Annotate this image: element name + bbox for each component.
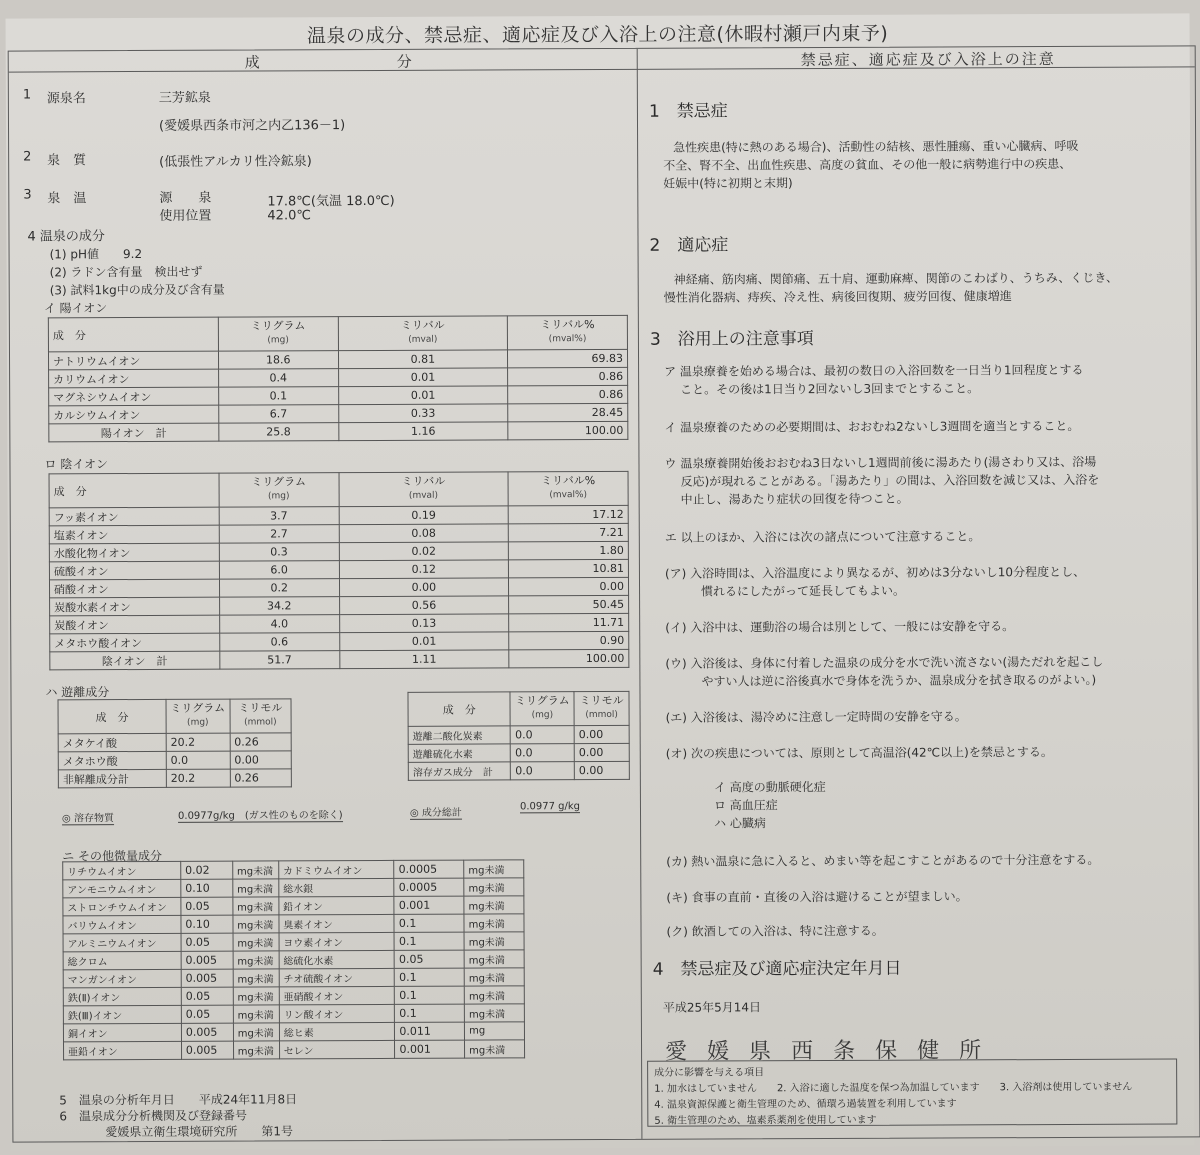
note-u-line-2: 反応)が現れることがある。「湯あたり」の間は、入浴回数を減じ又は、入浴を bbox=[680, 472, 1100, 489]
temp-use-value: 42.0℃ bbox=[267, 208, 311, 224]
table-row: アルミニウムイオン 0.05 mg未満 ヨウ素イオン 0.1 mg未満 bbox=[63, 932, 524, 952]
table-row: 塩素イオン 2.7 0.08 7.21 bbox=[49, 523, 628, 544]
note-e1-line-2: 慣れるにしたがって延長してもよい。 bbox=[701, 583, 906, 599]
col-mval: ミリバル bbox=[400, 318, 445, 332]
note-i: イ 温泉療養のための必要期間は、おおむね2ないし3週間を適当とすること。 bbox=[664, 418, 1080, 435]
note-e6: (カ) 熱い温泉に急に入ると、めまい等を起こすことがあるので十分注意をする。 bbox=[666, 852, 1100, 869]
table-row: 亜鉛イオン 0.005 mg未満 セレン 0.001 mg未満 bbox=[64, 1040, 525, 1060]
table-row: 鉄(Ⅲ)イオン 0.05 mg未満 リン酸イオン 0.1 mg未満 bbox=[63, 1004, 524, 1024]
table-row: 鉄(Ⅱ)イオン 0.05 mg未満 亜硝酸イオン 0.1 mg未満 bbox=[63, 986, 524, 1006]
minor-components-table bbox=[62, 859, 525, 1060]
table-row: リチウムイオン 0.02 mg未満 カドミウムイオン 0.0005 mg未満 bbox=[63, 860, 524, 880]
note-e4: (エ) 入浴後は、湯冷めに注意し一定時間の安静を守る。 bbox=[665, 709, 967, 725]
table-row: 硝酸イオン 0.2 0.00 0.00 bbox=[49, 577, 628, 598]
table-row: 硫酸イオン 6.0 0.12 10.81 bbox=[49, 559, 628, 580]
item-3-number: 3 bbox=[23, 187, 32, 203]
table-row: メタケイ酸 20.2 0.26 bbox=[58, 733, 291, 752]
table-row: ストロンチウムイオン 0.05 mg未満 鉛イオン 0.001 mg未満 bbox=[63, 896, 524, 916]
dissolved-matter-label: ◎ 溶存物質 bbox=[62, 809, 114, 825]
col-mval-pct: ミリバル% bbox=[540, 318, 595, 332]
table-row: マンガンイオン 0.005 mg未満 チオ硫酸イオン 0.1 mg未満 bbox=[63, 968, 524, 988]
table-row: 遊離硫化水素 0.0 0.00 bbox=[408, 743, 629, 762]
quality-label: 泉 質 bbox=[47, 153, 87, 169]
e5-list-item-3: ハ 心臓病 bbox=[714, 816, 766, 831]
table-row: マグネシウムイオン 0.1 0.01 0.86 bbox=[49, 385, 628, 406]
radon-value: (2) ラドン含有量 検出せず bbox=[49, 264, 203, 280]
minor-components-heading: ニ その他微量成分 bbox=[62, 848, 163, 864]
e5-list-item-1: イ 高度の動脈硬化症 bbox=[713, 780, 826, 795]
cation-heading: イ 陽イオン bbox=[43, 301, 108, 316]
table-row: アンモニウムイオン 0.10 mg未満 総水銀 0.0005 mg未満 bbox=[63, 878, 524, 898]
temperature-label: 泉 温 bbox=[47, 191, 87, 207]
content-frame bbox=[8, 45, 1200, 1142]
note-e1-line-1: (ア) 入浴時間は、入浴温度により異なるが、初めは3分ないし10分程度とし、 bbox=[664, 564, 1086, 581]
total-components-value: 0.0977 g/kg bbox=[519, 801, 581, 813]
analysis-org-label: 6 温泉成分分析機関及び登録番号 bbox=[59, 1108, 247, 1124]
sample-heading: (3) 試料1kg中の成分及び含有量 bbox=[49, 282, 225, 298]
table-row: カルシウムイオン 6.7 0.33 28.45 bbox=[49, 403, 628, 424]
source-address: (愛媛県西条市河之内乙136－1) bbox=[158, 118, 346, 134]
table-row: 炭酸イオン 4.0 0.13 11.71 bbox=[50, 613, 629, 634]
table-row-total: 陽イオン 計 25.8 1.16 100.00 bbox=[49, 421, 628, 442]
item-2-number: 2 bbox=[23, 149, 32, 165]
dissolved-matter-value: 0.0977g/kg (ガス性のものを除く) bbox=[178, 806, 343, 823]
section-contraindications-title: 1 禁忌症 bbox=[648, 101, 728, 122]
indications-line-2: 慢性消化器病、痔疾、冷え性、病後回復期、疲労回復、健康増進 bbox=[663, 289, 1012, 305]
left-head-a: 成 bbox=[244, 53, 262, 72]
ph-value: (1) pH値 9.2 bbox=[49, 246, 143, 262]
health-center-stamp: 愛媛県西条保健所 bbox=[664, 1038, 1002, 1065]
note-e2: (イ) 入浴中は、運動浴の場合は別として、一般には安静を守る。 bbox=[665, 619, 1015, 635]
spring-quality: (低張性アルカリ性冷鉱泉) bbox=[159, 154, 312, 170]
item-4-heading: 4 温泉の成分 bbox=[27, 229, 105, 245]
note-e3-line-2: やすい人は逆に浴後真水で身体を洗うか、温泉成分を拭き取るのがよい。) bbox=[701, 672, 1097, 689]
notice-sheet bbox=[6, 13, 1195, 1150]
note-e: エ 以上のほか、入浴には次の諸点について注意すること。 bbox=[664, 529, 981, 545]
table-row: カリウムイオン 0.4 0.01 0.86 bbox=[49, 367, 628, 388]
table-row-total: 溶存ガス成分 計 0.0 0.00 bbox=[408, 761, 629, 780]
contraindications-line-2: 不全、腎不全、出血性疾患、高度の貧血、その他一般に病勢進行中の疾患、 bbox=[663, 156, 1072, 173]
e5-list-item-2: ロ 高血圧症 bbox=[713, 798, 778, 813]
table-row: 炭酸水素イオン 34.2 0.56 50.45 bbox=[50, 595, 629, 616]
table-row: 遊離二酸化炭素 0.0 0.00 bbox=[408, 725, 629, 744]
table-row-total: 非解離成分計 20.2 0.26 bbox=[58, 769, 291, 788]
table-row: 水酸化物イオン 0.3 0.02 1.80 bbox=[49, 541, 628, 562]
table-row: 銅イオン 0.005 mg未満 総ヒ素 0.011 mg bbox=[63, 1022, 524, 1042]
source-name: 三芳鉱泉 bbox=[158, 90, 211, 106]
analysis-date: 5 温泉の分析年月日 平成24年11月8日 bbox=[59, 1092, 298, 1108]
note-e5: (オ) 次の疾患については、原則として高温浴(42℃以上)を禁忌とする。 bbox=[665, 745, 1053, 761]
note-u-line-3: 中止し、湯あたり症状の回復を待つこと。 bbox=[680, 491, 909, 507]
influencing-factors-box: 成分に影響を与える項目 1. 加水はしていません 2. 入浴に適した温度を保つ為加温しています 3. 入浴剤は使用していません 4. 温泉資源保護と衛生管理のため、循環ろ過装置を利用しています 5. 衛生管理のため、塩素系薬剤を使用しています bbox=[647, 1058, 1177, 1126]
table-row: メタホウ酸 0.0 0.00 bbox=[58, 751, 291, 770]
col-mg: ミリグラム bbox=[250, 319, 306, 333]
section-decision-date-title: 4 禁忌症及び適応症決定年月日 bbox=[652, 958, 902, 980]
note-a-line-1: ア 温泉療養を始める場合は、最初の数日の入浴回数を一日当り1回程度とする bbox=[664, 362, 1084, 379]
note-e3-line-1: (ウ) 入浴後は、身体に付着した温泉の成分を水で洗い流さない(湯ただれを起こし bbox=[665, 654, 1104, 671]
table-row: 総クロム 0.005 mg未満 総硫化水素 0.05 mg未満 bbox=[63, 950, 524, 970]
note-a-line-2: こと。その後は1日当り2回ないし3回までとすること。 bbox=[680, 381, 980, 397]
table-row: メタホウ酸イオン 0.6 0.01 0.90 bbox=[50, 631, 629, 652]
temp-use-label: 使用位置 bbox=[159, 208, 212, 224]
table-row: ナトリウムイオン 18.6 0.81 69.83 bbox=[48, 349, 627, 370]
section-indications-title: 2 適応症 bbox=[649, 235, 729, 256]
note-e8: (ク) 飲酒しての入浴は、特に注意する。 bbox=[666, 923, 884, 939]
item-1-number: 1 bbox=[22, 87, 32, 103]
left-head-b: 分 bbox=[396, 52, 414, 71]
undissociated-heading: ハ 遊離成分 bbox=[45, 685, 110, 700]
temp-source-value: 17.8℃(気温 18.0℃) bbox=[267, 193, 395, 210]
analysis-org-name: 愛媛県立衛生環境研究所 第1号 bbox=[105, 1124, 294, 1140]
dissolved-gas-table: 成 分 ミリグラム (mg) ミリモル (mmol) 遊離二酸化炭素 0.0 0.00 遊離硫化水素 0.0 0.00 溶存ガス成分 計 0.0 0.00 bbox=[407, 691, 629, 781]
page-title: 温泉の成分、禁忌症、適応症及び入浴上の注意(休暇村瀬戸内東予) bbox=[306, 22, 889, 48]
cation-table: 成 分 ミリグラム (mg) ミリバル (mval) ミリバル% (mval%) ナトリウムイオン 18.6 0.81 69.83 カリウムイオン 0.4 0.01 0.86 マグネシウムイオン 0.1 0.01 0.86 カルシウムイオン 6.7 0.33 28.45 陽イオン 計 25.8 1.16 100.00 bbox=[48, 315, 629, 443]
table-row: バリウムイオン 0.10 mg未満 臭素イオン 0.1 mg未満 bbox=[63, 914, 524, 934]
col-component: 成 分 bbox=[48, 317, 218, 352]
anion-heading: ロ 陰イオン bbox=[44, 457, 108, 472]
undissociated-table: 成 分 ミリグラム (mg) ミリモル (mmol) メタケイ酸 20.2 0.26 メタホウ酸 0.0 0.00 非解離成分計 20.2 0.26 bbox=[58, 698, 292, 788]
source-label: 源泉名 bbox=[46, 91, 86, 107]
anion-table: 成 分 ミリグラム (mg) ミリバル (mval) ミリバル% (mval%) フッ素イオン 3.7 0.19 17.12 塩素イオン 2.7 0.08 7.21 水酸化物イオン 0.3 0.02 1.80 硫酸イオン 6.0 0.12 10.81 硝酸イオン 0.2 0.00 0.00 炭酸水素イオン 34.2 0.56 50.45 炭酸イオン 4.0 0.13 11.71 メタホウ酸イオン 0.6 0.01 0.90 陰イオン 計 51.7 1.11 100.00 bbox=[49, 471, 630, 671]
note-e7: (キ) 食事の直前・直後の入浴は避けることが望ましい。 bbox=[666, 889, 968, 905]
section-bathing-notes-title: 3 浴用上の注意事項 bbox=[649, 329, 814, 350]
right-head: 禁忌症、適応症及び入浴上の注意 bbox=[800, 50, 1056, 70]
indications-line-1: 神経痛、筋肉痛、関節痛、五十肩、運動麻痺、関節のこわばり、うちみ、くじき、 bbox=[673, 270, 1118, 287]
contraindications-line-1: 急性疾患(特に熱のある場合)、活動性の結核、悪性腫瘍、重い心臓病、呼吸 bbox=[673, 138, 1079, 155]
note-u-line-1: ウ 温泉療養開始後おおむね3日ないし1週間前後に湯あたり(湯さわり又は、浴場 bbox=[664, 454, 1097, 471]
temp-source-label: 源 泉 bbox=[159, 190, 212, 206]
total-components-label: ◎ 成分総計 bbox=[410, 804, 462, 820]
table-row: フッ素イオン 3.7 0.19 17.12 bbox=[49, 505, 628, 526]
table-row-total: 陰イオン 計 51.7 1.11 100.00 bbox=[50, 649, 629, 670]
contraindications-line-3: 妊娠中(特に初期と末期) bbox=[663, 176, 793, 191]
decision-date: 平成25年5月14日 bbox=[662, 1000, 762, 1015]
